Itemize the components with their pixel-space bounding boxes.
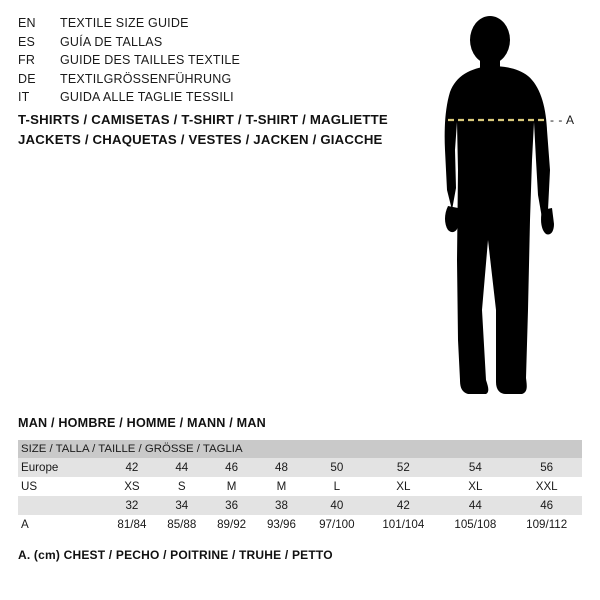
measure-dashes: - - (550, 113, 563, 127)
cell: XL (367, 477, 439, 496)
cell: 85/88 (157, 515, 207, 534)
cell: 97/100 (306, 515, 367, 534)
male-silhouette-figure (400, 10, 600, 410)
cell: XS (107, 477, 157, 496)
language-title: TEXTILGRÖSSENFÜHRUNG (60, 71, 232, 86)
cell: 54 (439, 458, 511, 477)
table-row (18, 477, 582, 496)
cell: 42 (367, 496, 439, 515)
language-list (18, 16, 398, 109)
table-row (18, 458, 582, 477)
language-code: EN (18, 16, 36, 30)
cell: 81/84 (107, 515, 157, 534)
language-code: ES (18, 34, 36, 49)
language-title: TEXTILE SIZE GUIDE (60, 16, 189, 30)
language-row (18, 90, 398, 109)
table-row (18, 515, 582, 534)
category-headings (18, 110, 438, 150)
cell: 101/104 (367, 515, 439, 534)
cell: 42 (107, 458, 157, 477)
cell: 56 (511, 458, 582, 477)
category-jackets: JACKETS / CHAQUETAS / VESTES / JACKEN / GIACCHE (18, 132, 383, 147)
cell: 44 (157, 458, 207, 477)
language-title: GUIDE DES TAILLES TEXTILE (60, 53, 241, 67)
measure-letter: A (566, 113, 575, 127)
cell: 36 (207, 496, 257, 515)
language-code: FR (18, 53, 36, 67)
cell: M (257, 477, 307, 496)
cell: XL (439, 477, 511, 496)
cell: 38 (257, 496, 307, 515)
cell: 93/96 (257, 515, 307, 534)
language-code: DE (18, 71, 36, 86)
table-header-label: SIZE / TALLA / TAILLE / GRÖSSE / TAGLIA (18, 440, 582, 458)
cell: 40 (306, 496, 367, 515)
row-label (18, 496, 107, 515)
cell: 46 (207, 458, 257, 477)
cell: 52 (367, 458, 439, 477)
cell: 89/92 (207, 515, 257, 534)
row-label: Europe (18, 458, 107, 477)
cell: 44 (439, 496, 511, 515)
language-row (18, 72, 398, 91)
cell: S (157, 477, 207, 496)
table-header-row (18, 440, 582, 458)
table-row (18, 496, 582, 515)
cell: L (306, 477, 367, 496)
row-label: A (18, 515, 107, 534)
language-title: GUÍA DE TALLAS (60, 34, 163, 49)
size-table (18, 440, 582, 534)
cell: 109/112 (511, 515, 582, 534)
language-row (18, 53, 398, 72)
cell: 34 (157, 496, 207, 515)
row-label: US (18, 477, 107, 496)
language-code: IT (18, 90, 30, 104)
silhouette-icon (400, 10, 600, 410)
cell: 32 (107, 496, 157, 515)
language-row (18, 35, 398, 54)
language-row (18, 16, 398, 35)
cell: 50 (306, 458, 367, 477)
footer-note: A. (cm) CHEST / PECHO / POITRINE / TRUHE / PETTO (18, 548, 333, 562)
cell: 105/108 (439, 515, 511, 534)
language-title: GUIDA ALLE TAGLIE TESSILI (60, 90, 234, 104)
cell: M (207, 477, 257, 496)
cell: XXL (511, 477, 582, 496)
cell: 48 (257, 458, 307, 477)
cell: 46 (511, 496, 582, 515)
category-tshirts: T-SHIRTS / CAMISETAS / T-SHIRT / T-SHIRT / MAGLIETTE (18, 112, 388, 127)
table-group-heading: MAN / HOMBRE / HOMME / MANN / MAN (18, 416, 266, 430)
chest-measure-label (550, 113, 575, 127)
